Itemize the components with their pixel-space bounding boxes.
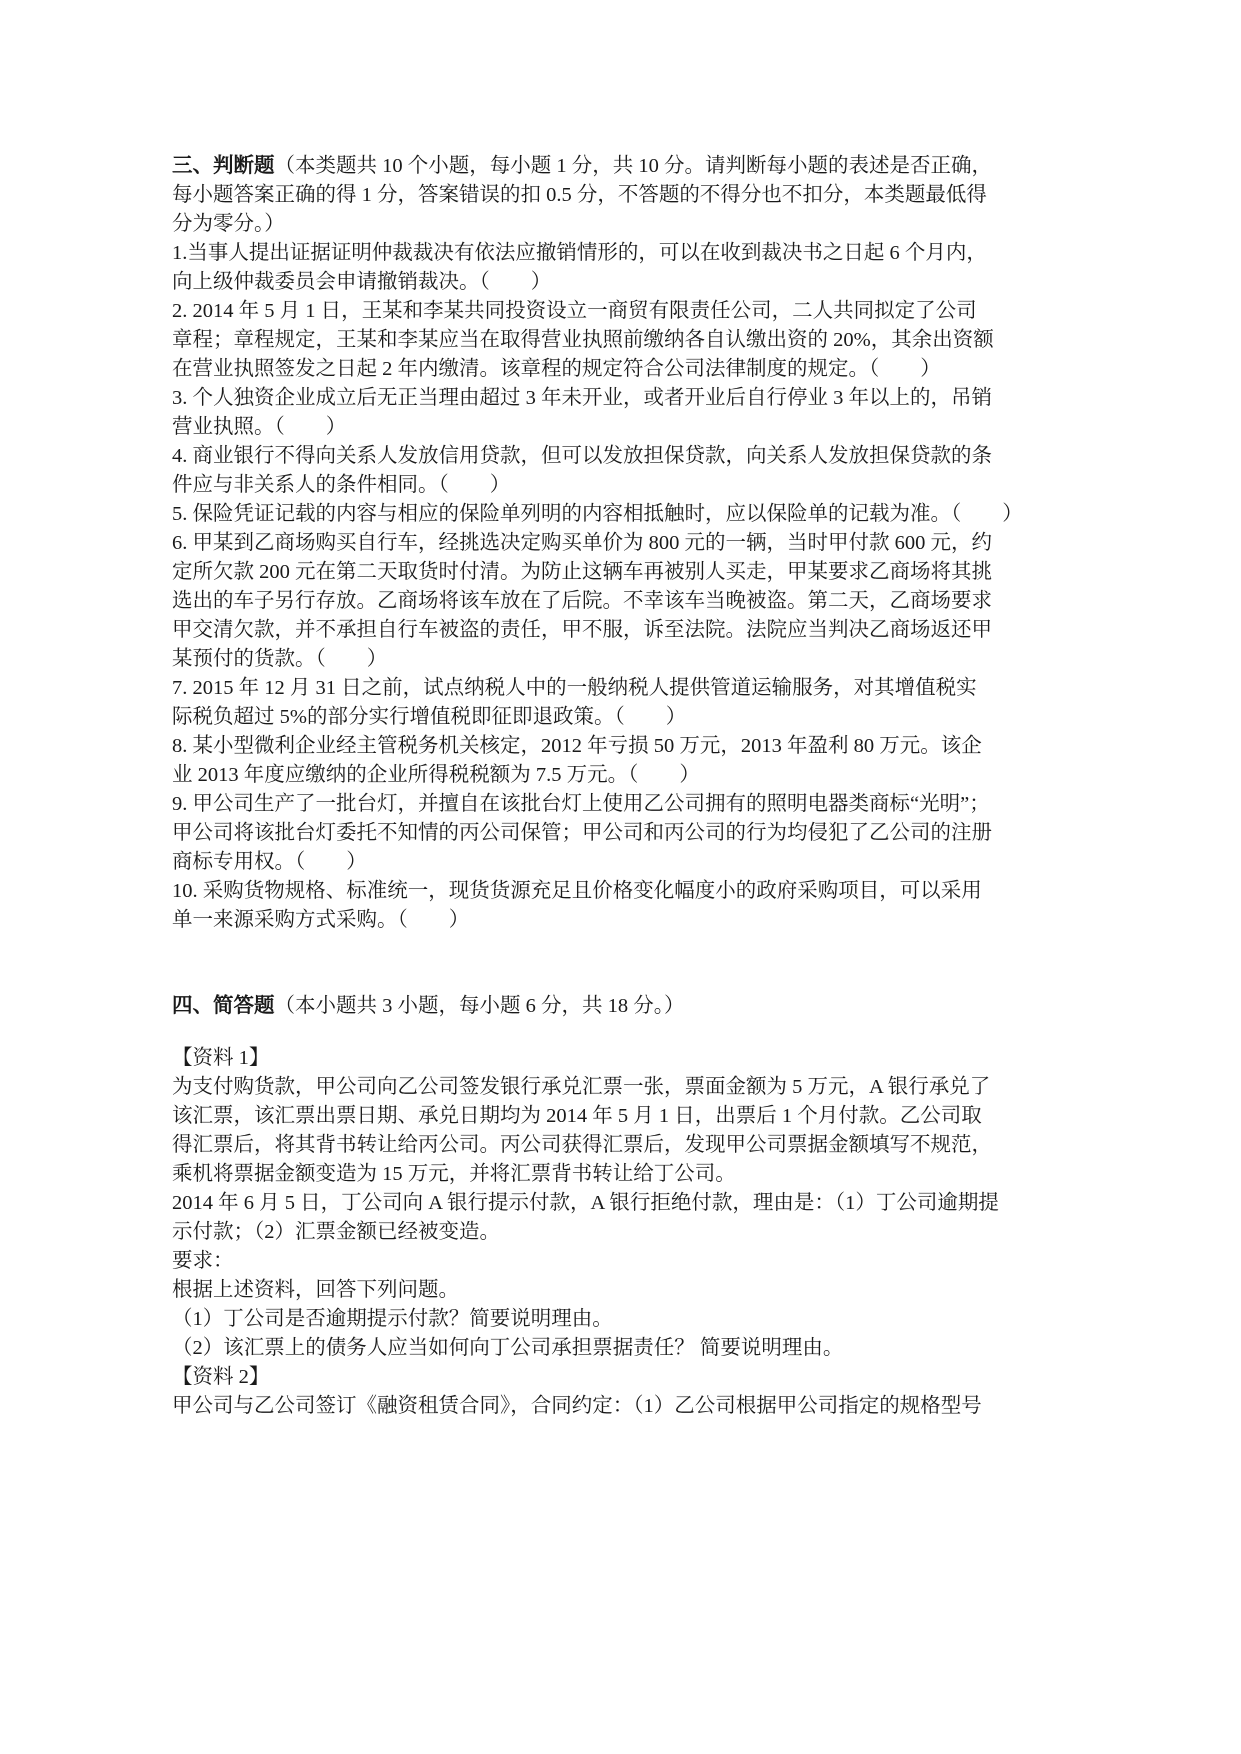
question-line: 件应与非关系人的条件相同。（ ） xyxy=(172,474,511,496)
section3-intro-line-3: 分为零分。） xyxy=(172,213,285,235)
section3-intro-line-1: （本类题共 10 个小题，每小题 1 分，共 10 分。请判断每小题的表述是否正确， xyxy=(274,155,992,177)
question-line: 9. 甲公司生产了一批台灯，并擅自在该批台灯上使用乙公司拥有的照明电器类商标“光明”； xyxy=(172,793,990,815)
section4-intro: （本小题共 3 小题，每小题 6 分，共 18 分。） xyxy=(274,995,685,1017)
material-1-label: 【资料 1】 xyxy=(172,1047,270,1069)
section3-intro-line-2: 每小题答案正确的得 1 分，答案错误的扣 0.5 分，不答题的不得分也不扣分，本类题最低得 xyxy=(172,184,987,206)
question-line: 向上级仲裁委员会申请撤销裁决。（ ） xyxy=(172,271,552,293)
question-line: 单一来源采购方式采购。（ ） xyxy=(172,909,470,931)
question-6 xyxy=(172,529,992,674)
question-line: 业 2013 年度应缴纳的企业所得税税额为 7.5 万元。（ ） xyxy=(172,764,700,786)
document-body xyxy=(172,152,1023,1421)
question-line: 定所欠款 200 元在第二天取货时付清。为防止这辆车再被别人买走，甲某要求乙商场将其挑 xyxy=(172,561,992,583)
material-line: 乘机将票据金额变造为 15 万元，并将汇票背书转让给丁公司。 xyxy=(172,1163,736,1185)
section3-heading-line xyxy=(172,152,992,181)
material-line: 得汇票后，将其背书转让给丙公司。丙公司获得汇票后，发现甲公司票据金额填写不规范， xyxy=(172,1134,992,1156)
material-line: 示付款；（2）汇票金额已经被变造。 xyxy=(172,1221,500,1243)
requirement-label: 要求： xyxy=(172,1250,234,1272)
material-1-body xyxy=(172,1073,999,1363)
question-line: 2. 2014 年 5 月 1 日，王某和李某共同投资设立一商贸有限责任公司，二人共同拟定了公司 xyxy=(172,300,977,322)
section-spacer xyxy=(172,1021,970,1044)
sub-question-1: （1）丁公司是否逾期提示付款？简要说明理由。 xyxy=(172,1308,613,1330)
material-line: 甲公司与乙公司签订《融资租赁合同》，合同约定：（1）乙公司根据甲公司指定的规格型号 xyxy=(172,1395,982,1417)
question-line: 10. 采购货物规格、标准统一，现货货源充足且价格变化幅度小的政府采购项目，可以采用 xyxy=(172,880,982,902)
question-line: 甲交清欠款，并不承担自行车被盗的责任，甲不服，诉至法院。法院应当判决乙商场返还甲 xyxy=(172,619,992,641)
section4-heading-line xyxy=(172,992,970,1021)
material-line: 为支付购货款，甲公司向乙公司签发银行承兑汇票一张，票面金额为 5 万元，A 银行承兑了 xyxy=(172,1076,991,1098)
question-10 xyxy=(172,877,982,935)
question-4 xyxy=(172,442,992,500)
question-8 xyxy=(172,732,982,790)
sub-question-2: （2）该汇票上的债务人应当如何向丁公司承担票据责任？ 简要说明理由。 xyxy=(172,1337,844,1359)
question-line: 商标专用权。（ ） xyxy=(172,851,367,873)
question-line: 选出的车子另行存放。乙商场将该车放在了后院。不幸该车当晚被盗。第二天，乙商场要求 xyxy=(172,590,992,612)
material-line: 该汇票，该汇票出票日期、承兑日期均为 2014 年 5 月 1 日，出票后 1 个月付款。乙公司取 xyxy=(172,1105,982,1127)
material-line: 2014 年 6 月 5 日，丁公司向 A 银行提示付款，A 银行拒绝付款，理由是：（1）丁公司逾期提 xyxy=(172,1192,999,1214)
question-2 xyxy=(172,297,994,384)
question-line: 甲公司将该批台灯委托不知情的丙公司保管；甲公司和丙公司的行为均侵犯了乙公司的注册 xyxy=(172,822,992,844)
section3-heading: 三、判断题 xyxy=(172,155,275,177)
section4-heading: 四、简答题 xyxy=(172,995,275,1017)
section-spacer xyxy=(172,935,970,992)
question-line: 1.当事人提出证据证明仲裁裁决有依法应撤销情形的，可以在收到裁决书之日起 6 个月内， xyxy=(172,242,987,264)
question-line: 3. 个人独资企业成立后无正当理由超过 3 年未开业，或者开业后自行停业 3 年以上的，吊销 xyxy=(172,387,992,409)
question-5 xyxy=(172,500,1023,529)
material-line: 根据上述资料，回答下列问题。 xyxy=(172,1279,459,1301)
question-line: 某预付的货款。（ ） xyxy=(172,648,388,670)
question-9 xyxy=(172,790,992,877)
question-line: 8. 某小型微利企业经主管税务机关核定，2012 年亏损 50 万元，2013 年盈利 80 万元。该企 xyxy=(172,735,982,757)
question-line: 营业执照。（ ） xyxy=(172,416,347,438)
question-line: 在营业执照签发之日起 2 年内缴清。该章程的规定符合公司法律制度的规定。（ ） xyxy=(172,358,941,380)
question-line: 章程；章程规定，王某和李某应当在取得营业执照前缴纳各自认缴出资的 20%，其余出资额 xyxy=(172,329,994,351)
material-2-label: 【资料 2】 xyxy=(172,1366,270,1388)
question-line: 5. 保险凭证记载的内容与相应的保险单列明的内容相抵触时，应以保险单的记载为准。（ ） xyxy=(172,503,1023,525)
question-1 xyxy=(172,239,987,297)
question-line: 7. 2015 年 12 月 31 日之前，试点纳税人中的一般纳税人提供管道运输服务，对其增值税实 xyxy=(172,677,977,699)
question-3 xyxy=(172,384,992,442)
question-7 xyxy=(172,674,977,732)
question-line: 际税负超过 5%的部分实行增值税即征即退政策。（ ） xyxy=(172,706,687,728)
material-2-body xyxy=(172,1392,982,1421)
question-line: 4. 商业银行不得向关系人发放信用贷款，但可以发放担保贷款，向关系人发放担保贷款的条 xyxy=(172,445,992,467)
question-line: 6. 甲某到乙商场购买自行车，经挑选决定购买单价为 800 元的一辆，当时甲付款 600 元，约 xyxy=(172,532,992,554)
